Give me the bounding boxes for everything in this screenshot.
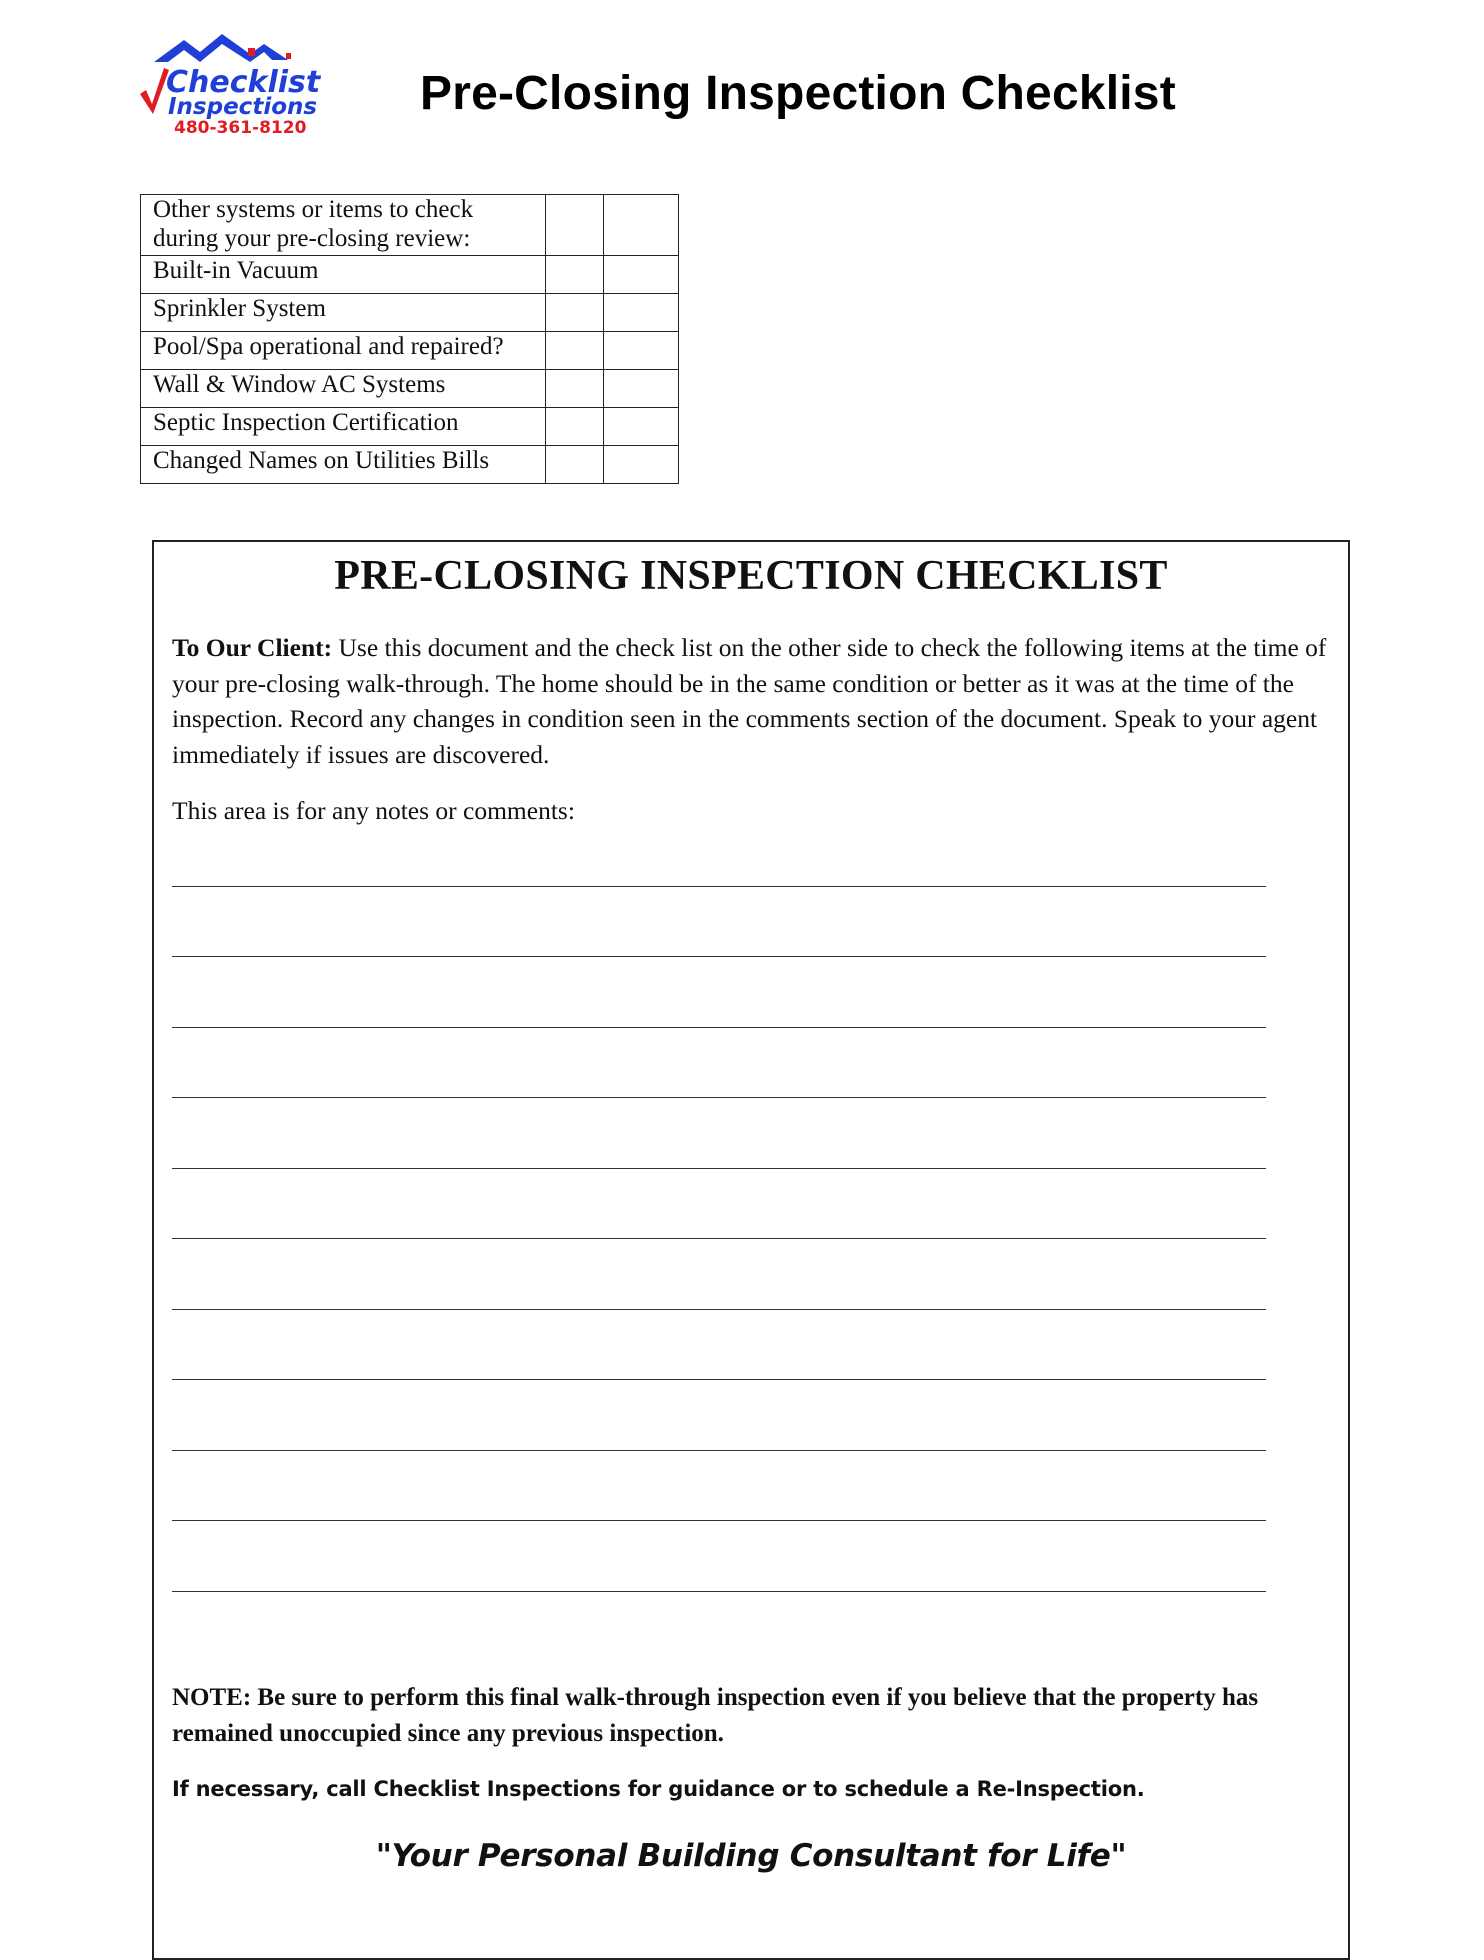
logo-graphic — [138, 30, 338, 140]
logo-checkmark-icon — [140, 68, 169, 114]
row-label: Wall & Window AC Systems — [141, 370, 546, 408]
table-row — [141, 370, 679, 408]
table-row — [141, 332, 679, 370]
check-box[interactable] — [546, 294, 604, 332]
row-label: Other systems or items to check during your pre-closing review: — [141, 195, 546, 256]
walkthrough-note: NOTE: Be sure to perform this final walk-through inspection even if you believe that the property has remained unoccupied since any previous inspection. — [172, 1684, 1259, 1747]
row-label: Changed Names on Utilities Bills — [141, 446, 546, 484]
table-row — [141, 446, 679, 484]
row-label: Sprinkler System — [141, 294, 546, 332]
table-row — [141, 408, 679, 446]
check-box[interactable] — [604, 332, 679, 370]
check-box[interactable] — [546, 370, 604, 408]
check-box[interactable] — [604, 408, 679, 446]
table-row — [141, 294, 679, 332]
table-row — [141, 256, 679, 294]
panel-title: PRE-CLOSING INSPECTION CHECKLIST — [334, 553, 1168, 599]
intro-lead: To Our Client: — [172, 633, 333, 662]
note-line[interactable] — [172, 1450, 1266, 1451]
note-line[interactable] — [172, 886, 1266, 887]
check-box[interactable] — [604, 256, 679, 294]
logo-roof-icon — [154, 34, 288, 62]
intro-text: Use this document and the check list on the other side to check the following items at the time of your pre-closing walk-through. The home should be in the same condition or better as it was at the time of the inspection. Record any changes in condition seen in the comments section of the document. Speak to your agent immediately if issues are discovered. — [172, 633, 1327, 769]
check-box[interactable] — [604, 446, 679, 484]
note-line[interactable] — [172, 1097, 1266, 1098]
table-row — [141, 195, 679, 256]
check-box[interactable] — [546, 256, 604, 294]
row-label: Built-in Vacuum — [141, 256, 546, 294]
row-label: Pool/Spa operational and repaired? — [141, 332, 546, 370]
logo-phone: 480-361-8120 — [174, 118, 307, 138]
check-box[interactable] — [546, 408, 604, 446]
guidance-text: If necessary, call Checklist Inspections for guidance or to schedule a Re-Inspection. — [172, 1777, 1145, 1801]
check-box[interactable] — [546, 332, 604, 370]
notes-panel — [152, 540, 1350, 1960]
note-line[interactable] — [172, 1379, 1266, 1380]
logo-name-line2: Inspections — [168, 94, 318, 120]
client-intro — [172, 630, 1342, 772]
note-line[interactable] — [172, 1591, 1266, 1592]
row-label: Septic Inspection Certification — [141, 408, 546, 446]
note-line[interactable] — [172, 1309, 1266, 1310]
logo-name-line1: Checklist — [166, 65, 321, 100]
check-box[interactable] — [546, 446, 604, 484]
page-title: Pre-Closing Inspection Checklist — [420, 67, 1176, 120]
tagline: "Your Personal Building Consultant for Life" — [375, 1838, 1127, 1874]
check-box[interactable] — [604, 195, 679, 256]
note-line[interactable] — [172, 1027, 1266, 1028]
note-line[interactable] — [172, 1238, 1266, 1239]
note-line[interactable] — [172, 956, 1266, 957]
check-box[interactable] — [604, 294, 679, 332]
check-box[interactable] — [546, 195, 604, 256]
checklist-table — [140, 194, 679, 484]
check-box[interactable] — [604, 370, 679, 408]
note-line[interactable] — [172, 1520, 1266, 1521]
notes-label: This area is for any notes or comments: — [172, 796, 575, 825]
company-logo — [138, 30, 338, 140]
note-line[interactable] — [172, 1168, 1266, 1169]
